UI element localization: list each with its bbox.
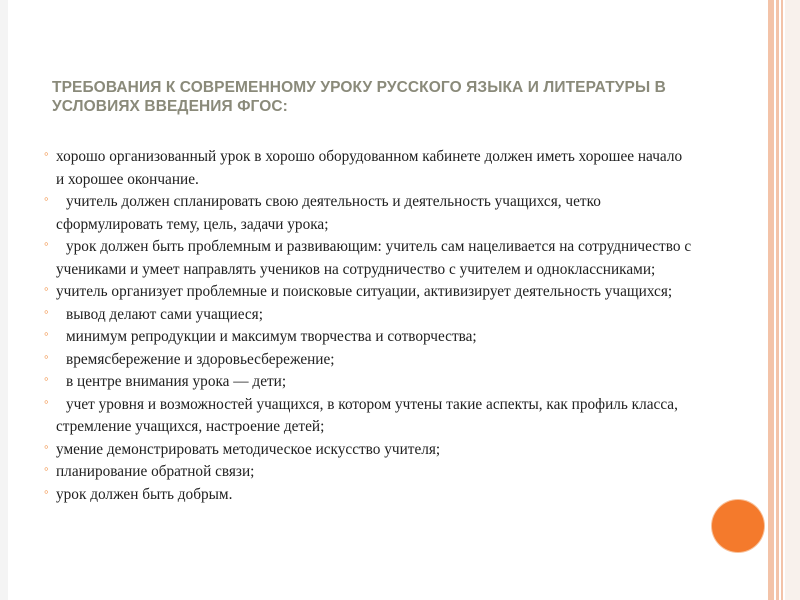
list-item-text: в центре внимания урока — дети; bbox=[66, 373, 287, 390]
list-item bbox=[44, 191, 694, 236]
list-item bbox=[44, 371, 694, 394]
list-item bbox=[44, 326, 694, 349]
list-item-text: умение демонстрировать методическое искусство учителя; bbox=[56, 440, 441, 458]
list-item bbox=[44, 394, 694, 439]
bullet-icon: ◦ bbox=[44, 326, 49, 341]
list-item-text: урок должен быть добрым. bbox=[56, 485, 233, 503]
bullet-icon: ◦ bbox=[44, 236, 49, 251]
list-item-text: учет уровня и возможностей учащихся, в котором учтены такие аспекты, как профиль класса, стремление учащихся, настроение детей; bbox=[56, 395, 678, 435]
list-item bbox=[44, 146, 694, 191]
bullet-icon: ◦ bbox=[44, 303, 49, 319]
decorative-stripe bbox=[768, 0, 774, 600]
list-item bbox=[44, 349, 694, 372]
bullet-icon: ◦ bbox=[44, 348, 49, 364]
list-item bbox=[44, 484, 694, 507]
list-item bbox=[44, 461, 694, 484]
list-item-text: минимум репродукции и максимум творчества и сотворчества; bbox=[66, 328, 477, 345]
bullet-icon: ◦ bbox=[44, 393, 49, 409]
list-item bbox=[44, 304, 694, 327]
slide-title: ТРЕБОВАНИЯ К СОВРЕМЕННОМУ УРОКУ РУССКОГО ЯЗЫКА И ЛИТЕРАТУРЫ В УСЛОВИЯХ ВВЕДЕНИЯ ФГОС: bbox=[52, 79, 666, 115]
bullet-icon: ◦ bbox=[44, 461, 49, 476]
bullet-icon: ◦ bbox=[44, 438, 49, 454]
list-item-text: учитель должен спланировать свою деятельность и деятельность учащихся, четко сформулировать тему, цель, задачи урока; bbox=[56, 193, 601, 233]
decorative-stripe bbox=[785, 0, 800, 600]
list-item-text: вывод делают сами учащиеся; bbox=[66, 305, 263, 323]
list-item bbox=[44, 236, 694, 281]
bullet-list bbox=[44, 146, 694, 506]
decorative-stripe bbox=[776, 0, 779, 600]
bullet-icon: ◦ bbox=[44, 146, 49, 161]
bullet-icon: ◦ bbox=[44, 281, 49, 296]
slide-left-border bbox=[0, 0, 8, 600]
bullet-icon: ◦ bbox=[44, 191, 49, 206]
list-item bbox=[44, 439, 694, 462]
decorative-circle bbox=[712, 500, 764, 552]
decorative-stripe bbox=[781, 0, 783, 600]
list-item-text: хорошо организованный урок в хорошо оборудованном кабинете должен иметь хорошее начало и хорошее окончание. bbox=[56, 148, 683, 188]
list-item bbox=[44, 281, 694, 304]
list-item-text: учитель организует проблемные и поисковые ситуации, активизирует деятельность учащихся; bbox=[56, 283, 673, 300]
bullet-icon: ◦ bbox=[44, 483, 49, 499]
list-item-text: времясбережение и здоровьесбережение; bbox=[66, 350, 335, 368]
list-item-text: урок должен быть проблемным и развивающим: учитель сам нацеливается на сотрудничество с учениками и умеет направлять учеников на сотрудничество с учителем и одноклассниками; bbox=[56, 238, 692, 278]
bullet-icon: ◦ bbox=[44, 371, 49, 386]
list-item-text: планирование обратной связи; bbox=[56, 463, 255, 480]
